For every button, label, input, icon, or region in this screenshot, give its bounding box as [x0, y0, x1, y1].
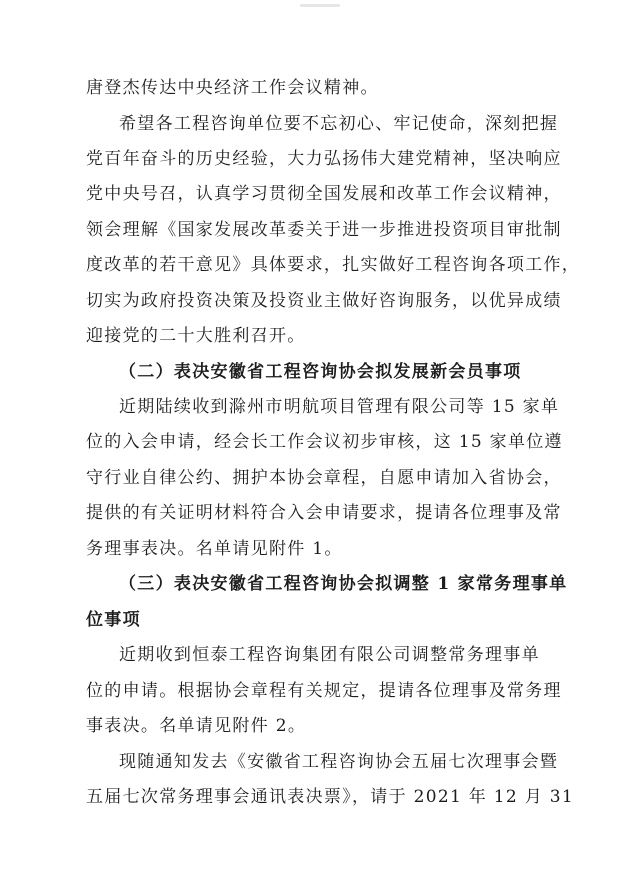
paragraph-line: 位的入会申请，经会长工作会议初步审核，这 15 家单位遵: [86, 432, 563, 452]
paragraph-line: 切实为政府投资决策及投资业主做好咨询服务，以优异成绩: [86, 291, 562, 311]
paragraph-line: 近期陆续收到滁州市明航项目管理有限公司等 15 家单: [119, 397, 560, 417]
paragraph-line: 党百年奋斗的历史经验，大力弘扬伟大建党精神，坚决响应: [86, 149, 562, 169]
paragraph-line: 希望各工程咨询单位要不忘初心、牢记使命，深刻把握: [119, 114, 559, 134]
paragraph-line: 迎接党的二十大胜利召开。: [86, 326, 306, 346]
paragraph-line: 度改革的若干意见》具体要求，扎实做好工程咨询各项工作，: [86, 255, 581, 275]
paragraph-line: 唐登杰传达中央经济工作会议精神。: [86, 78, 379, 98]
paragraph-line: 现随通知发去《安徽省工程咨询协会五届七次理事会暨: [119, 752, 559, 772]
paragraph-line: 领会理解《国家发展改革委关于进一步推进投资项目审批制: [86, 220, 562, 240]
paragraph-line: 近期收到恒泰工程咨询集团有限公司调整常务理事单: [119, 645, 540, 665]
section-heading: （三）表决安徽省工程咨询协会拟调整 1 家常务理事单: [119, 574, 568, 594]
paragraph-line: 五届七次常务理事会通讯表决票》，请于 2021 年 12 月 31: [86, 787, 574, 807]
section-heading: 位事项: [86, 610, 141, 630]
paragraph-line: 事表决。名单请见附件 2。: [86, 716, 307, 736]
paragraph-line: 位的申请。根据协会章程有关规定，提请各位理事及常务理: [86, 681, 562, 701]
paragraph-line: 守行业自律公约、拥护本协会章程，自愿申请加入省协会，: [86, 468, 562, 488]
section-heading: （二）表决安徽省工程咨询协会拟发展新会员事项: [119, 362, 522, 382]
paragraph-line: 党中央号召，认真学习贯彻全国发展和改革工作会议精神，: [86, 184, 562, 204]
paragraph-line: 提供的有关证明材料符合入会申请要求，提请各位理事及常: [86, 503, 562, 523]
paragraph-line: 务理事表决。名单请见附件 1。: [86, 539, 343, 559]
scan-artifact: [300, 4, 340, 7]
